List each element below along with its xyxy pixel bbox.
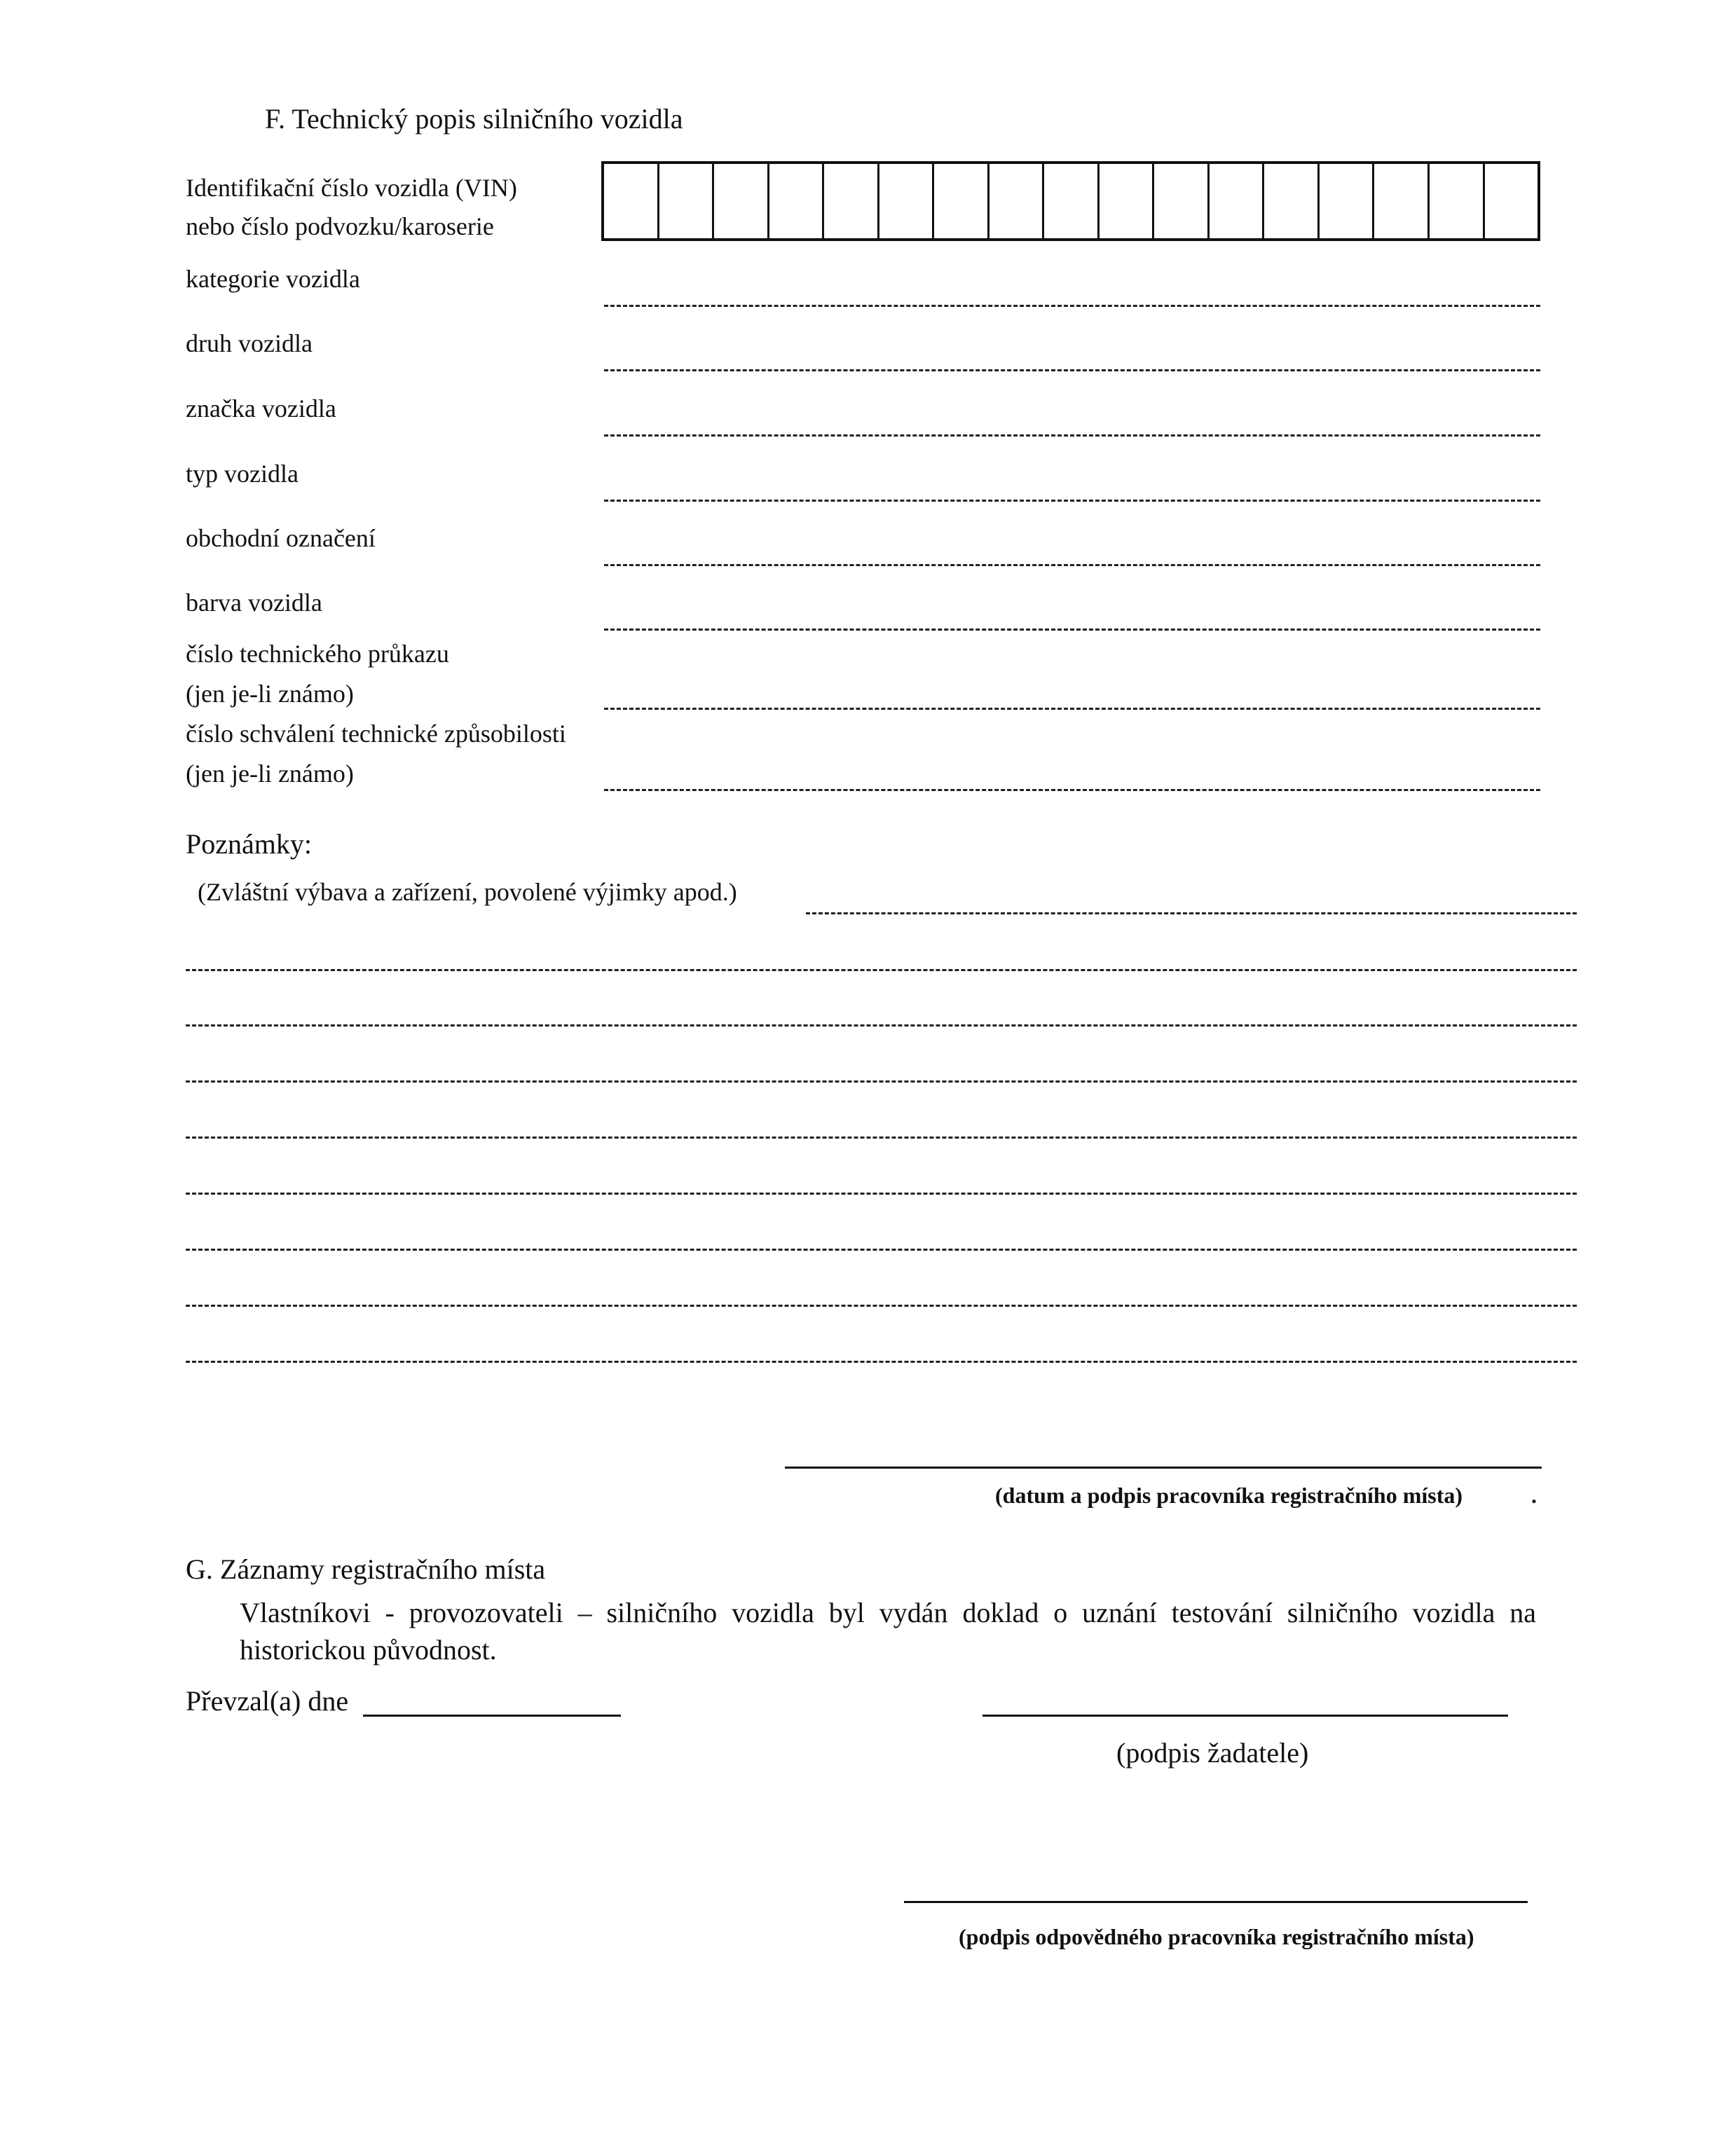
stray-dot: . [1531,1483,1537,1508]
field-input-line[interactable] [604,305,1540,307]
field-label: obchodní označení [186,524,376,552]
vin-cell[interactable] [659,164,715,238]
notes-line[interactable] [186,1137,1577,1139]
vin-input-grid[interactable] [601,161,1540,241]
tp-number-field[interactable] [604,708,1540,710]
field-input-line[interactable] [604,564,1540,566]
notes-line[interactable] [186,1305,1577,1307]
section-g-title: G. Záznamy registračního místa [186,1553,546,1585]
notes-line[interactable] [186,969,1577,971]
vin-cell[interactable] [989,164,1045,238]
vin-cell[interactable] [934,164,989,238]
approval-number-field[interactable] [604,789,1540,791]
received-label: Převzal(a) dne [186,1685,349,1717]
vin-cell[interactable] [1154,164,1210,238]
notes-line[interactable] [186,1361,1577,1363]
vin-cell[interactable] [1210,164,1265,238]
vin-cell[interactable] [769,164,825,238]
vin-cell[interactable] [1485,164,1538,238]
notes-line[interactable] [186,1024,1577,1026]
field-input-line[interactable] [604,500,1540,502]
vin-cell[interactable] [1264,164,1320,238]
field-input-line[interactable] [604,369,1540,371]
field-label: kategorie vozidla [186,265,360,293]
notes-line[interactable] [186,1080,1577,1083]
notes-line-first[interactable] [806,912,1577,914]
notes-title: Poznámky: [186,828,312,860]
approval-label-line2: (jen je-li známo) [186,760,354,788]
notes-hint: (Zvláštní výbava a zařízení, povolené výjimky apod.) [198,878,737,906]
section-g-text-line2: historickou původnost. [240,1634,497,1666]
received-date-line[interactable] [363,1715,621,1717]
field-label: značka vozidla [186,394,336,423]
vin-cell[interactable] [1100,164,1155,238]
officer-date-signature-line[interactable] [785,1467,1542,1469]
approval-label-line1: číslo schválení technické způsobilosti [186,720,566,748]
vin-cell[interactable] [824,164,879,238]
field-input-line[interactable] [604,434,1540,437]
vin-cell[interactable] [879,164,935,238]
vin-cell[interactable] [604,164,659,238]
field-label: typ vozidla [186,460,299,488]
vin-cell[interactable] [1044,164,1100,238]
vin-cell[interactable] [714,164,769,238]
tp-label-line2: (jen je-li známo) [186,680,354,708]
notes-line[interactable] [186,1193,1577,1195]
notes-line[interactable] [186,1249,1577,1251]
vin-cell[interactable] [1320,164,1375,238]
vin-cell[interactable] [1430,164,1485,238]
officer-date-signature-caption: (datum a podpis pracovníka registračního místa) [995,1483,1463,1508]
field-input-line[interactable] [604,629,1540,631]
field-label: barva vozidla [186,589,322,617]
responsible-officer-signature-caption: (podpis odpovědného pracovníka registračního místa) [959,1924,1474,1949]
vin-label-line2: nebo číslo podvozku/karoserie [186,212,494,240]
tp-label-line1: číslo technického průkazu [186,640,449,668]
field-label: druh vozidla [186,329,313,357]
responsible-officer-signature-line[interactable] [904,1901,1528,1903]
vin-label-line1: Identifikační číslo vozidla (VIN) [186,174,517,202]
section-g-text-line1: Vlastníkovi - provozovateli – silničního vozidla byl vydán doklad o uznání testování silničního vozidla na [240,1597,1536,1628]
applicant-signature-caption: (podpis žadatele) [1116,1737,1309,1769]
vin-cell[interactable] [1374,164,1430,238]
applicant-signature-line[interactable] [982,1715,1508,1717]
section-f-title: F. Technický popis silničního vozidla [265,103,683,135]
